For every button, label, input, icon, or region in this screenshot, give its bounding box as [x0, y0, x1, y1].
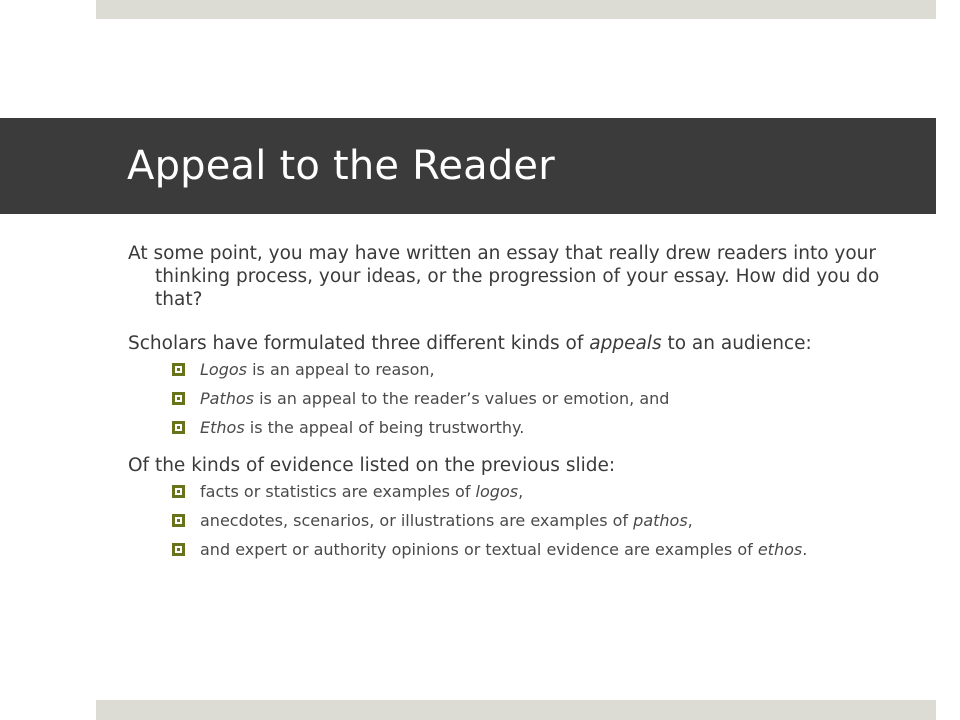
evidence-punct: . [802, 540, 808, 559]
list-item [172, 360, 918, 379]
square-bullet-icon [172, 363, 185, 376]
square-bullet-icon [172, 485, 185, 498]
evidence-term: ethos [757, 540, 803, 559]
list-item [172, 540, 918, 559]
list-item [172, 482, 918, 501]
appeals-list [128, 360, 918, 437]
slide-title: Appeal to the Reader [127, 143, 555, 189]
appeals-paragraph [128, 332, 918, 355]
square-bullet-icon [172, 392, 185, 405]
appeals-emphasis: appeals [589, 333, 662, 354]
top-decorative-bar [96, 0, 936, 19]
appeal-description: is the appeal of being trustworthy. [244, 418, 525, 437]
evidence-term: pathos [633, 511, 688, 530]
evidence-term: logos [475, 482, 519, 501]
bottom-decorative-bar [96, 700, 936, 720]
evidence-list [128, 482, 918, 559]
slide-content [128, 242, 918, 569]
square-bullet-icon [172, 543, 185, 556]
square-bullet-icon [172, 514, 185, 527]
intro-paragraph: At some point, you may have written an essay that really drew readers into your thinking process, your ideas, or the progression of your essay. How did you do that? [128, 243, 880, 310]
appeal-description: is an appeal to the reader’s values or emotion, and [254, 389, 670, 408]
appeal-term: Pathos [200, 389, 254, 408]
list-item [172, 511, 918, 530]
evidence-punct: , [518, 482, 524, 501]
appeals-text-after: to an audience: [661, 333, 812, 354]
appeals-text-before: Scholars have formulated three different kinds of [128, 333, 590, 354]
evidence-text: facts or statistics are examples of [200, 482, 476, 501]
list-item [172, 418, 918, 437]
list-item [172, 389, 918, 408]
evidence-text: anecdotes, scenarios, or illustrations are examples of [200, 511, 634, 530]
evidence-paragraph: Of the kinds of evidence listed on the previous slide: [128, 455, 616, 476]
evidence-punct: , [687, 511, 693, 530]
appeal-description: is an appeal to reason, [246, 360, 435, 379]
appeal-term: Logos [200, 360, 247, 379]
evidence-text: and expert or authority opinions or textual evidence are examples of [200, 540, 758, 559]
appeal-term: Ethos [200, 418, 245, 437]
square-bullet-icon [172, 421, 185, 434]
